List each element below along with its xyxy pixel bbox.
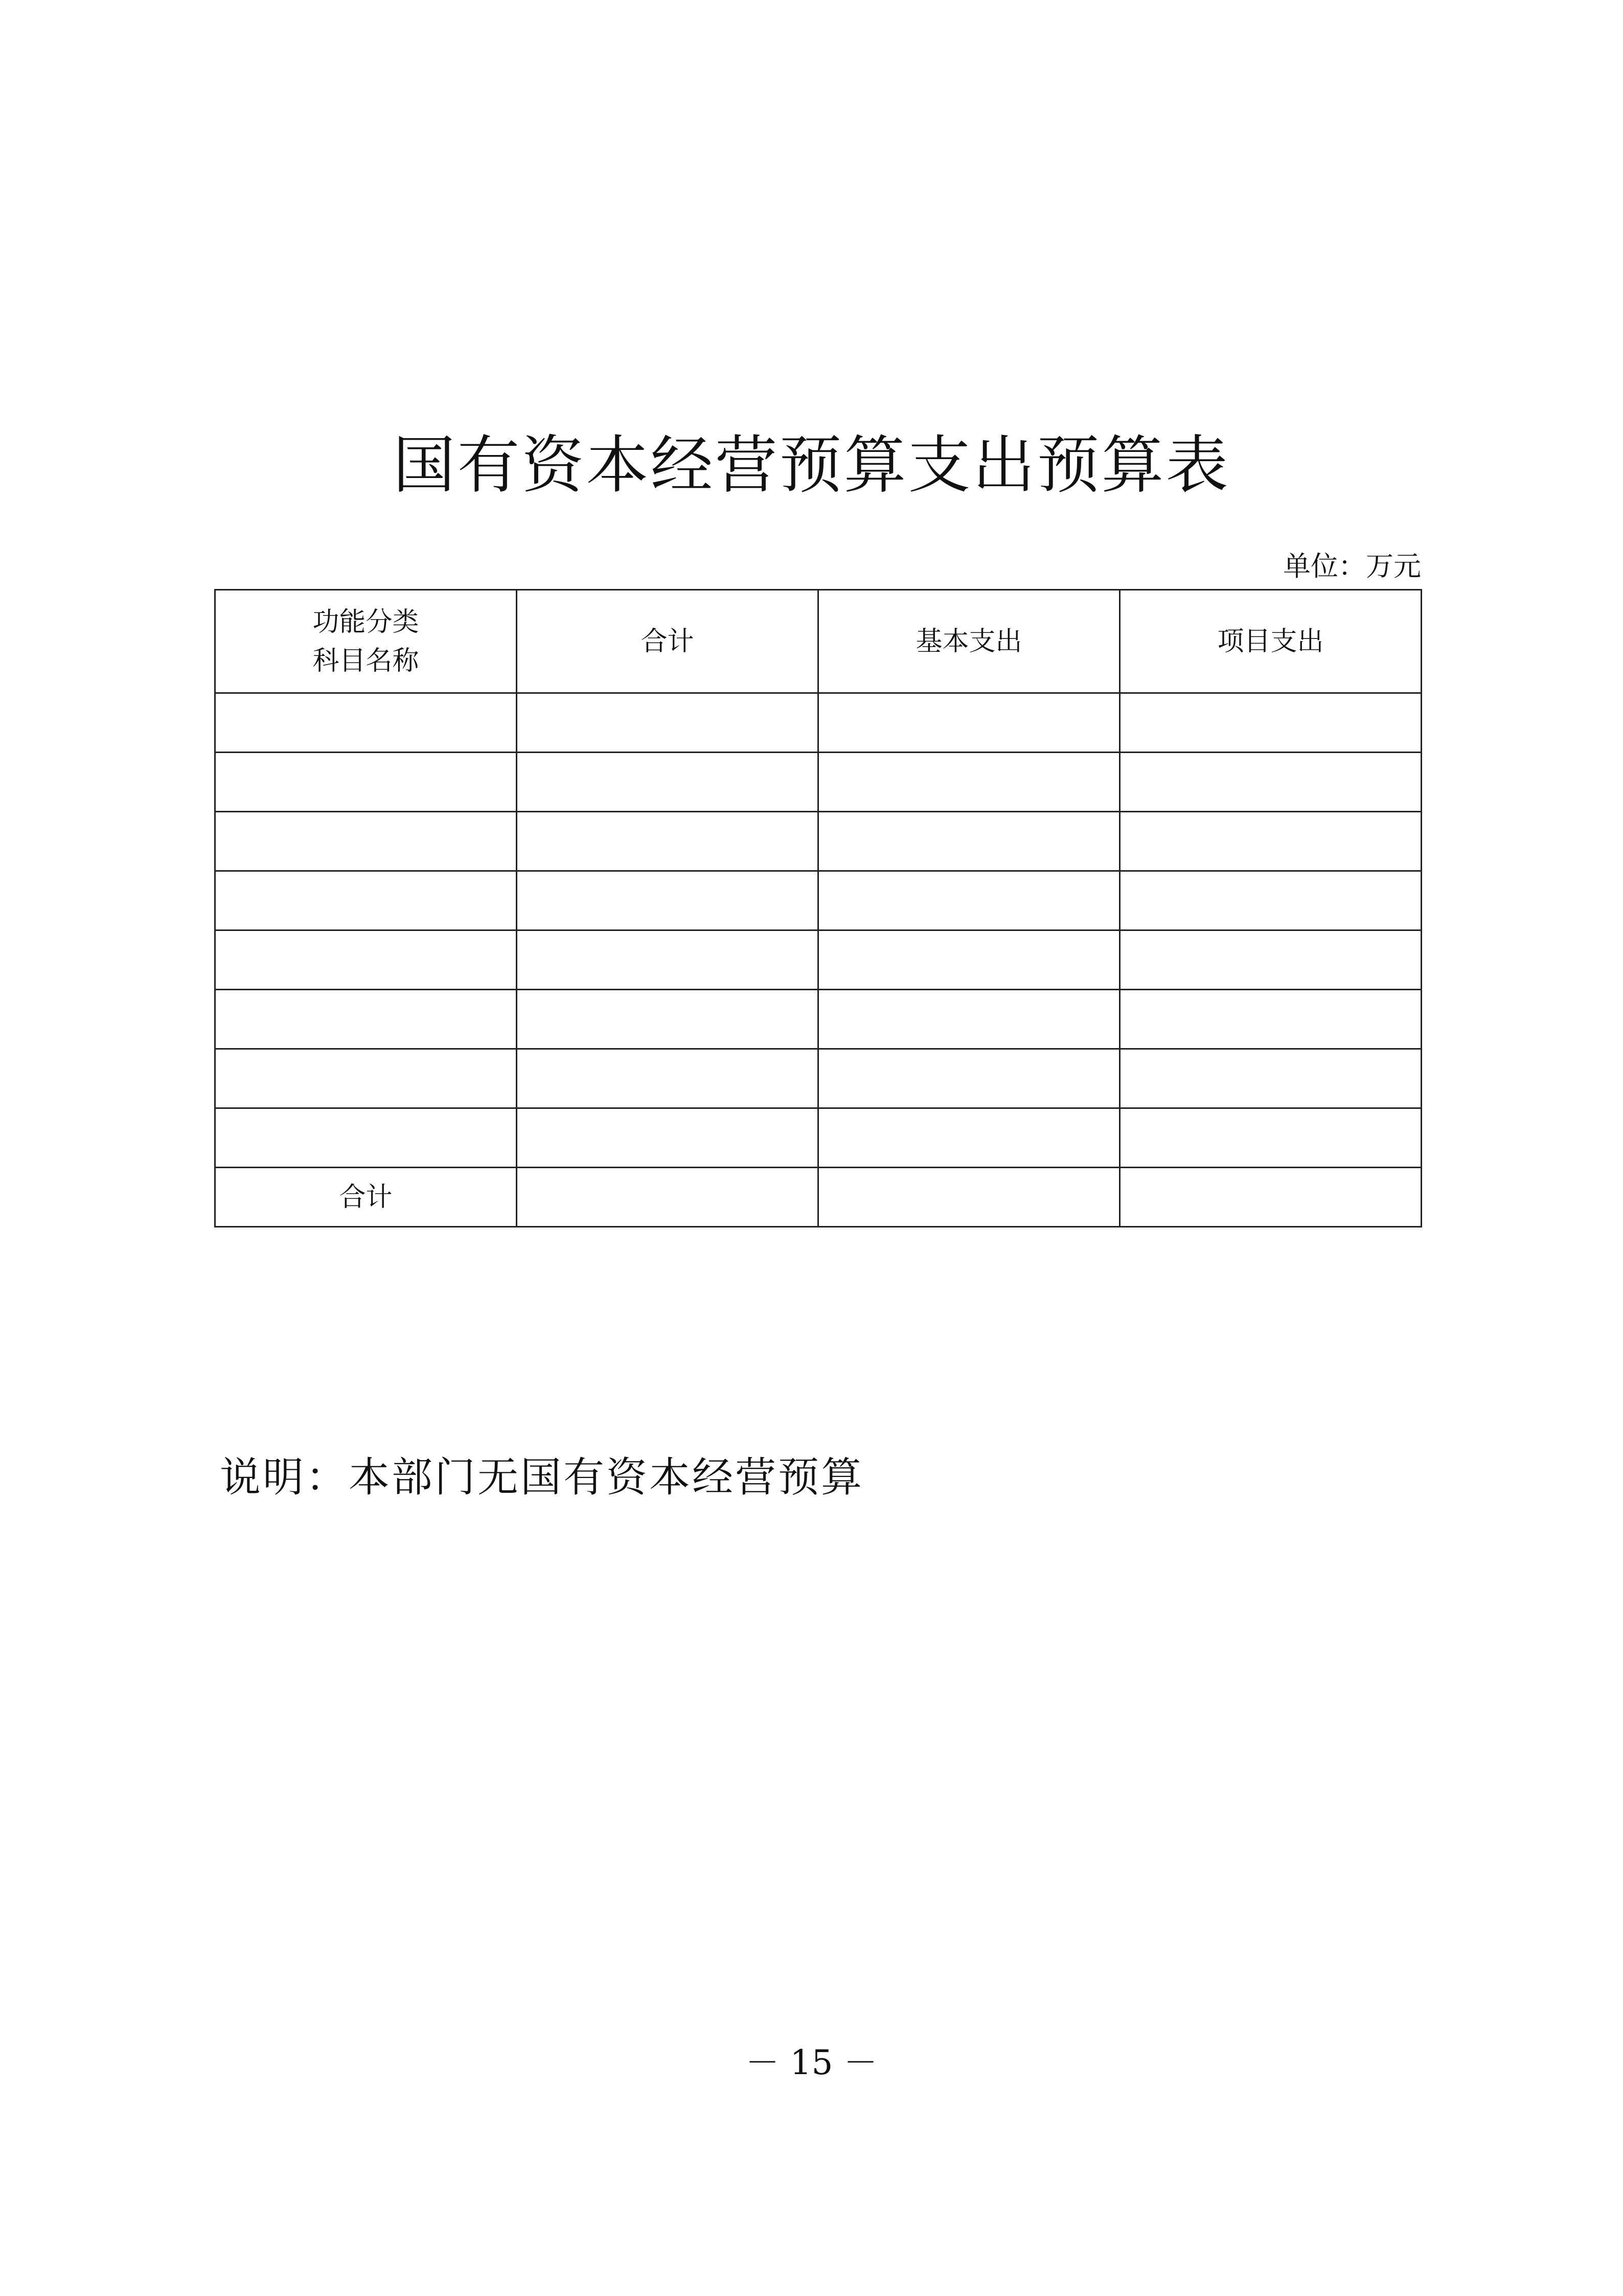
table-cell	[517, 1049, 818, 1108]
budget-table	[214, 589, 1422, 1227]
table-row	[215, 1108, 1422, 1168]
table-row	[215, 693, 1422, 753]
table-cell	[1120, 1049, 1422, 1108]
table-row	[215, 930, 1422, 990]
table-cell	[1120, 753, 1422, 812]
table-cell	[1120, 871, 1422, 930]
table-cell	[818, 1108, 1120, 1168]
table-cell	[215, 812, 517, 871]
table-cell	[1120, 930, 1422, 990]
unit-label: 单位：万元	[1283, 550, 1421, 582]
table-cell	[215, 1049, 517, 1108]
table-cell	[818, 812, 1120, 871]
table-row	[215, 812, 1422, 871]
table-cell	[1120, 1168, 1422, 1227]
table-row	[215, 990, 1422, 1049]
header-function-category-line1: 功能分类	[312, 606, 419, 638]
table-cell	[818, 753, 1120, 812]
header-total: 合计	[517, 590, 818, 693]
table-cell	[517, 871, 818, 930]
explanation-note: 说明：本部门无国有资本经营预算	[220, 1453, 864, 1501]
table-cell	[215, 990, 517, 1049]
table-cell	[1120, 812, 1422, 871]
table-cell	[1120, 693, 1422, 753]
table-total-row	[215, 1168, 1422, 1227]
header-function-category	[215, 590, 517, 693]
table-cell	[517, 1108, 818, 1168]
table-row	[215, 871, 1422, 930]
table-cell	[818, 1049, 1120, 1108]
header-function-category-line2: 科目名称	[312, 645, 419, 676]
table-cell	[1120, 1108, 1422, 1168]
header-project-expenditure: 项目支出	[1120, 590, 1422, 693]
table-row	[215, 753, 1422, 812]
table-cell	[818, 990, 1120, 1049]
table-cell	[215, 871, 517, 930]
table-cell	[517, 1168, 818, 1227]
table-cell	[215, 1108, 517, 1168]
page-number: － 15 －	[745, 2043, 878, 2082]
table-cell	[517, 812, 818, 871]
table-cell	[818, 1168, 1120, 1227]
table-cell	[215, 753, 517, 812]
table-cell	[215, 930, 517, 990]
page-title: 国有资本经营预算支出预算表	[393, 429, 1230, 502]
total-row-label: 合计	[215, 1168, 517, 1227]
table-cell	[517, 930, 818, 990]
header-basic-expenditure: 基本支出	[818, 590, 1120, 693]
table-cell	[818, 693, 1120, 753]
table-cell	[517, 990, 818, 1049]
table-header-row	[215, 590, 1422, 693]
table-row	[215, 1049, 1422, 1108]
table-cell	[517, 753, 818, 812]
table-cell	[215, 693, 517, 753]
table-cell	[818, 930, 1120, 990]
table-cell	[818, 871, 1120, 930]
table-cell	[517, 693, 818, 753]
table-cell	[1120, 990, 1422, 1049]
